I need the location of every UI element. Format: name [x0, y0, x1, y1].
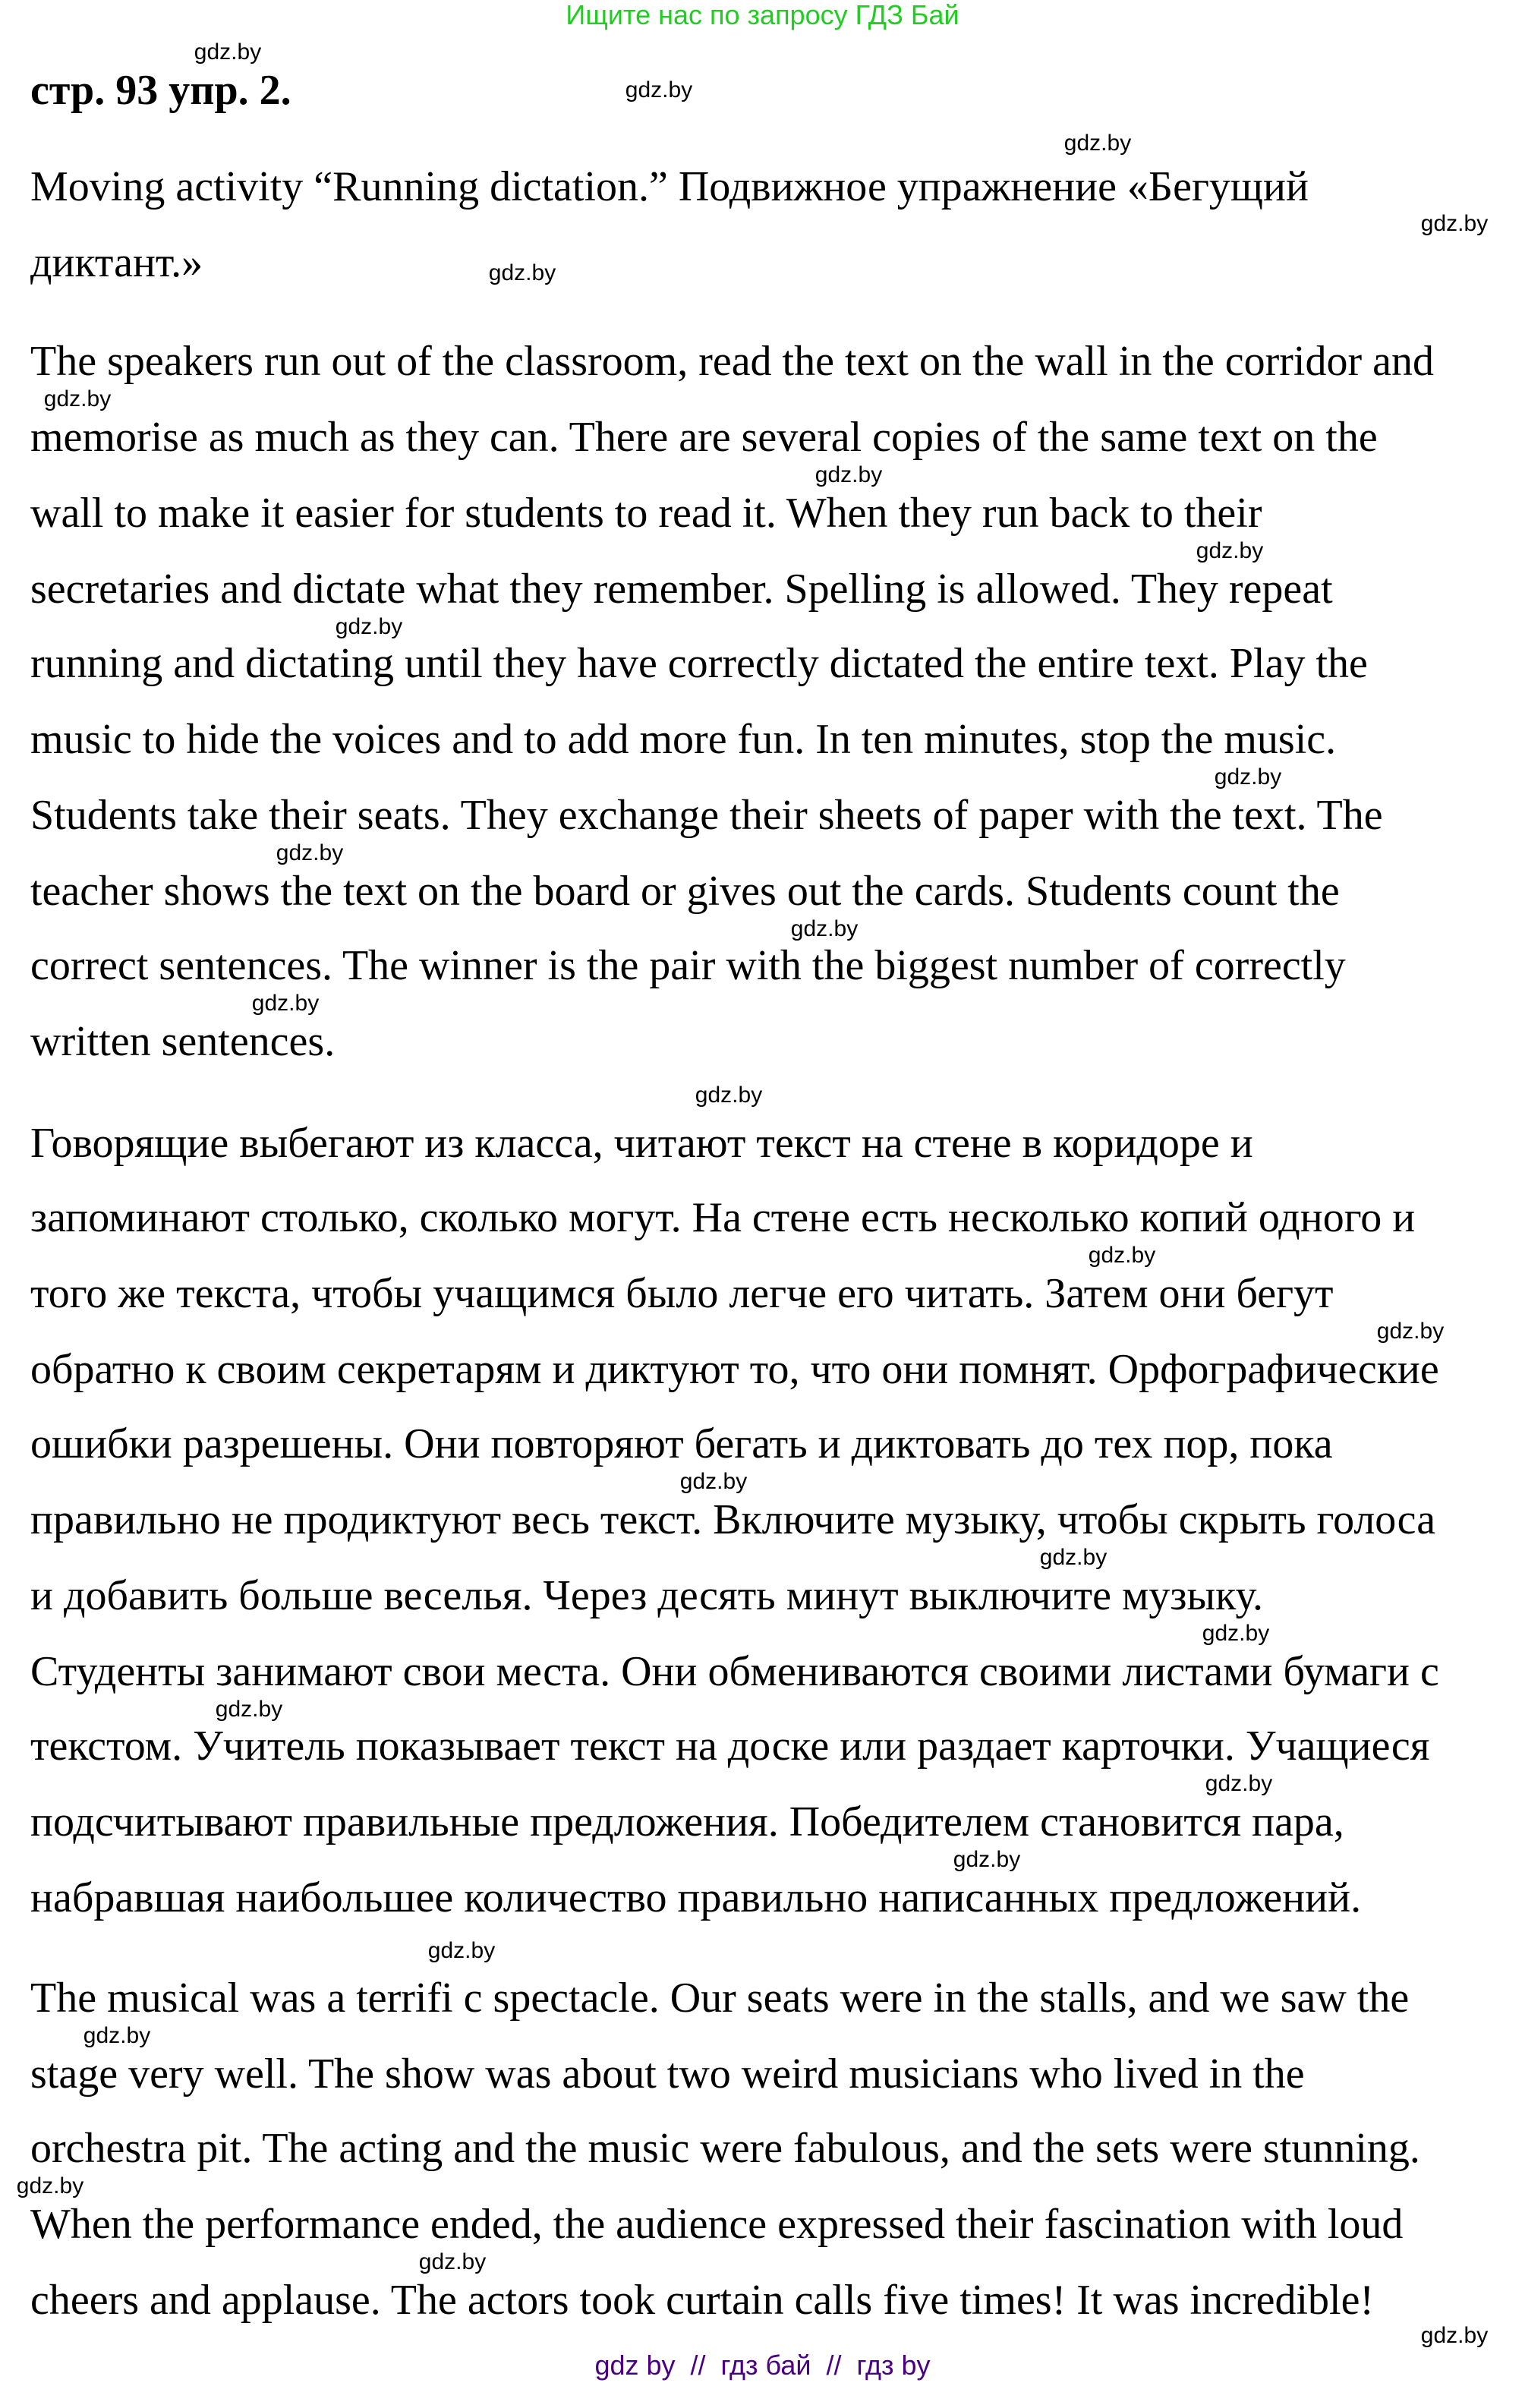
watermark: gdz.by: [695, 1083, 763, 1108]
watermark: gdz.by: [953, 1847, 1021, 1872]
watermark: gdz.by: [1420, 2323, 1489, 2348]
text-line: того же текста, чтобы учащимся было легче его читать. Затем они бегут: [30, 1270, 1334, 1317]
text-line: memorise as much as they can. There are several copies of the same text on the: [30, 414, 1378, 461]
text-line: диктант.»: [30, 239, 203, 286]
watermark: gdz.by: [1214, 764, 1282, 790]
watermark: gdz.by: [335, 614, 403, 639]
watermark: gdz.by: [427, 1938, 496, 1963]
watermark: gdz.by: [1039, 1545, 1108, 1570]
watermark: gdz.by: [43, 386, 112, 411]
watermark: gdz.by: [679, 1469, 748, 1494]
watermark: gdz.by: [276, 840, 344, 865]
watermark: gdz.by: [1196, 538, 1264, 563]
text-line: stage very well. The show was about two weird musicians who lived in the: [30, 2050, 1305, 2098]
text-line: cheers and applause. The actors took curtain calls five times! It was incredible!: [30, 2277, 1375, 2324]
watermark: gdz.by: [83, 2023, 151, 2048]
text-line: orchestra pit. The acting and the music were fabulous, and the sets were stunning.: [30, 2125, 1420, 2172]
text-line: текстом. Учитель показывает текст на доске или раздает карточки. Учащиеся: [30, 1722, 1430, 1770]
text-line: correct sentences. The winner is the pair with the biggest number of correctly: [30, 942, 1346, 989]
text-line: teacher shows the text on the board or gives out the cards. Students count the: [30, 868, 1340, 915]
page-title: стр. 93 упр. 2.: [30, 67, 291, 114]
watermark: gdz.by: [790, 916, 859, 941]
text-line: запоминают столько, сколько могут. На стене есть несколько копий одного и: [30, 1194, 1416, 1241]
text-line: подсчитывают правильные предложения. Победителем становится пара,: [30, 1798, 1344, 1845]
watermark: gdz.by: [1063, 131, 1132, 156]
text-line: Moving activity “Running dictation.” Подвижное упражнение «Бегущий: [30, 163, 1309, 210]
text-line: music to hide the voices and to add more fun. In ten minutes, stop the music.: [30, 716, 1337, 763]
watermark: gdz.by: [1088, 1243, 1156, 1268]
text-line: обратно к своим секретарям и диктуют то, что они помнят. Орфографические: [30, 1346, 1439, 1393]
watermark: gdz.by: [1202, 1621, 1270, 1646]
watermark: gdz.by: [1420, 211, 1489, 236]
watermark: gdz.by: [488, 260, 556, 285]
watermark: gdz.by: [194, 39, 262, 65]
text-line: набравшая наибольшее количество правильно написанных предложений.: [30, 1874, 1362, 1921]
watermark: gdz.by: [625, 77, 693, 102]
watermark: gdz.by: [814, 462, 883, 487]
watermark: gdz.by: [16, 2173, 84, 2198]
watermark: gdz.by: [418, 2249, 487, 2274]
watermark: gdz.by: [1376, 1319, 1445, 1344]
text-line: secretaries and dictate what they remember. Spelling is allowed. They repeat: [30, 566, 1333, 613]
text-line: When the performance ended, the audience expressed their fascination with loud: [30, 2201, 1404, 2248]
text-line: правильно не продиктуют весь текст. Включите музыку, чтобы скрыть голоса: [30, 1496, 1436, 1543]
text-line: The musical was a terrifi c spectacle. Our seats were in the stalls, and we saw the: [30, 1975, 1410, 2022]
text-line: running and dictating until they have correctly dictated the entire text. Play the: [30, 640, 1368, 687]
text-line: Говорящие выбегают из класса, читают текст на стене в коридоре и: [30, 1120, 1253, 1167]
text-line: The speakers run out of the classroom, read the text on the wall in the corridor and: [30, 338, 1434, 385]
text-line: written sentences.: [30, 1018, 336, 1065]
text-line: Студенты занимают свои места. Они обмениваются своими листами бумаги с: [30, 1648, 1439, 1695]
watermark: gdz.by: [251, 991, 320, 1016]
text-line: Students take their seats. They exchange their sheets of paper with the text. The: [30, 792, 1383, 839]
watermark: gdz.by: [215, 1697, 283, 1722]
watermark: gdz.by: [1205, 1771, 1273, 1796]
text-line: и добавить больше веселья. Через десять минут выключите музыку.: [30, 1572, 1263, 1619]
search-hint-banner: Ищите нас по запросу ГДЗ Бай: [566, 0, 959, 30]
footer-links: gdz by // гдз бай // гдз by: [594, 2350, 931, 2381]
text-line: wall to make it easier for students to read it. When they run back to their: [30, 490, 1262, 537]
text-line: ошибки разрешены. Они повторяют бегать и диктовать до тех пор, пока: [30, 1420, 1333, 1467]
